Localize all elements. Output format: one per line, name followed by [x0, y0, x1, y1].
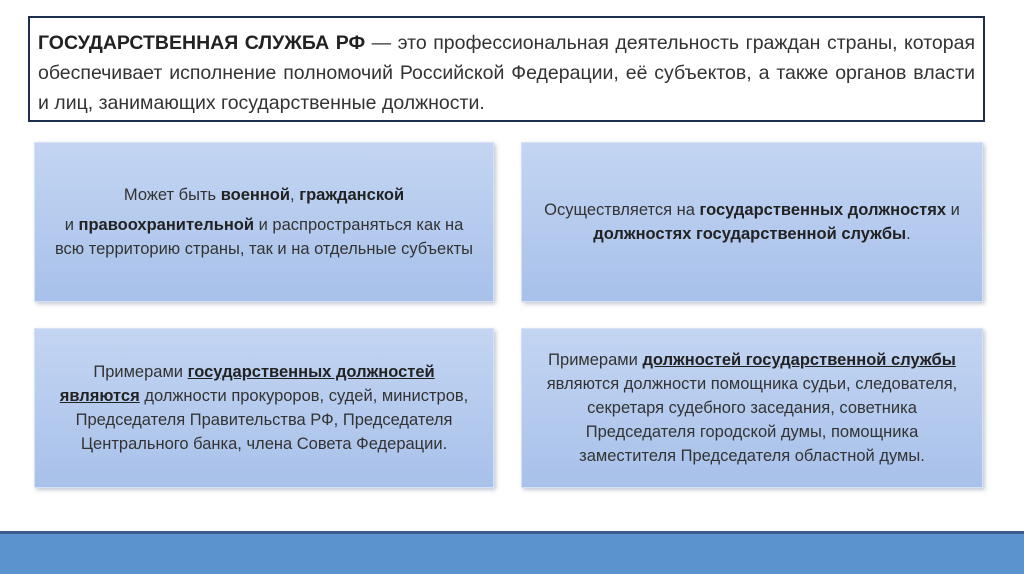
- card1-bold-law-enforcement: правоохранительной: [78, 216, 255, 234]
- card-state-positions-examples: [34, 328, 494, 488]
- card2-text-3: .: [906, 225, 911, 243]
- card2-bold-state-positions: государственных должностях: [699, 201, 947, 219]
- card4-text-2: являются должности помощника судьи, следователя, секретаря судебного заседания, советника Председателя городской думы, помощника заместителя Председателя областной думы.: [546, 375, 958, 465]
- card4-text-1: Примерами: [548, 351, 643, 369]
- card-service-types: [34, 142, 494, 302]
- card1-text-3: и: [64, 216, 79, 234]
- definition-text: — это профессиональная деятельность граждан страны, которая обеспечивает исполнение полномочий Российской Федерации, её субъектов, а также органов власти и лиц, занимающих государственные должности.: [38, 32, 975, 114]
- card1-text-1: Может быть: [123, 186, 221, 204]
- definition-term: ГОСУДАРСТВЕННАЯ СЛУЖБА РФ: [38, 32, 366, 54]
- card1-text-2: ,: [290, 186, 300, 204]
- card1-text-4: и распространяться как на всю территорию страны, так и на отдельные субъекты: [54, 216, 474, 258]
- card3-bold-underlined: государственных должностей являются: [59, 363, 435, 405]
- card2-text-1: Осуществляется на: [544, 201, 700, 219]
- card3-text-1: Примерами: [93, 363, 188, 381]
- card1-bold-civil: гражданской: [299, 186, 405, 204]
- card1-bold-military: военной: [220, 186, 291, 204]
- card3-text-2: должности прокуроров, судей, министров, Председателя Правительства РФ, Председателя Центрального банка, члена Совета Федерации.: [75, 387, 469, 453]
- card4-bold-underlined: должностей государственной службы: [642, 351, 956, 369]
- card2-text-2: и: [946, 201, 960, 219]
- footer-bar: [0, 534, 1024, 574]
- card-positions: [521, 142, 983, 302]
- definition-box: [28, 16, 985, 122]
- card2-bold-service-positions: должностях государственной службы: [593, 225, 907, 243]
- card-service-positions-examples: [521, 328, 983, 488]
